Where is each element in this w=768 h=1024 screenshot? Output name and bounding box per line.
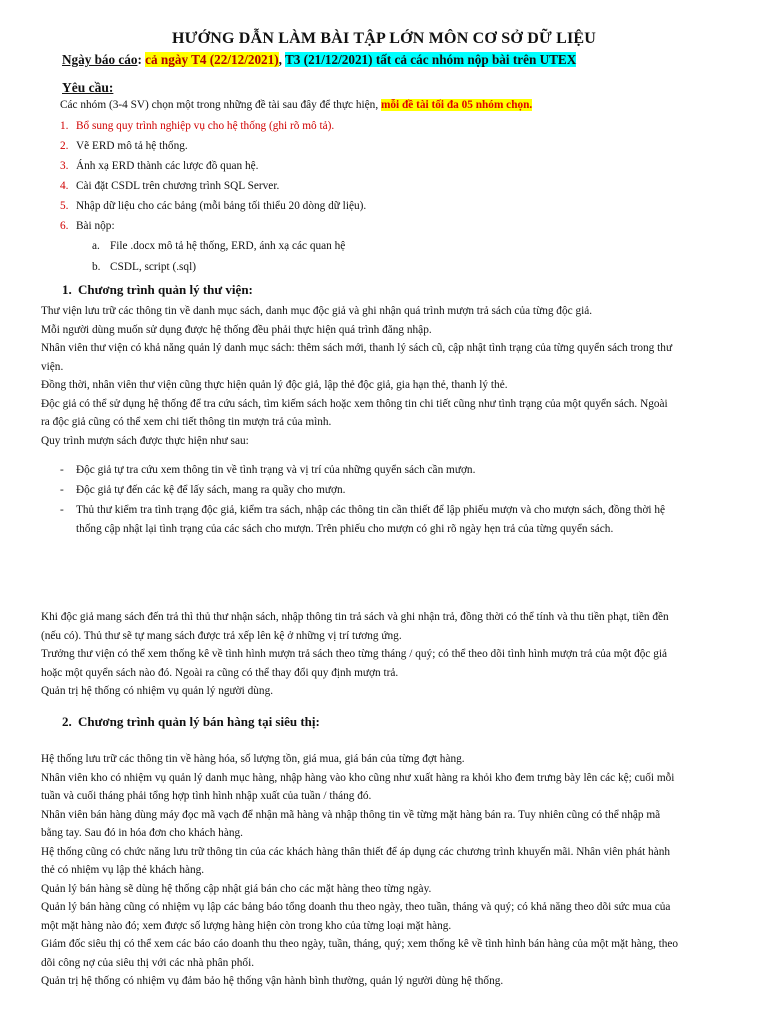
requirement-item-2	[60, 140, 188, 152]
paragraph-line: Giám đốc siêu thị có thể xem các báo cáo doanh thu theo ngày, tuần, tháng, quý; xem thống kê về tình hình bán hàng của một mặt hàng, theo	[41, 938, 679, 950]
section-1-paragraphs-2	[41, 608, 669, 701]
paragraph-line: Nhân viên kho có nhiệm vụ quản lý danh mục hàng, nhập hàng vào kho cũng như xuất hàng ra khỏi kho đem trưng bày lên các kệ; cuối mỗi	[41, 771, 675, 784]
requirement-text: Ánh xạ ERD thành các lược đồ quan hệ.	[76, 160, 259, 172]
section-title: Chương trình quản lý bán hàng tại siêu thị:	[78, 714, 320, 729]
bullet-dash: -	[60, 464, 64, 476]
section-number: 1.	[62, 282, 72, 297]
bullet-dash: -	[60, 484, 64, 496]
requirement-item-4	[60, 180, 279, 192]
requirements-intro-highlight: mỗi đề tài tối đa 05 nhóm chọn.	[380, 99, 533, 111]
requirement-number: 5.	[60, 200, 69, 212]
report-date-separator: ,	[278, 52, 285, 67]
section-1-paragraphs	[41, 302, 672, 450]
bullet-text: Độc giả tự đến các kệ để lấy sách, mang ra quầy cho mượn.	[76, 484, 346, 496]
paragraph-line: Hệ thống cũng có chức năng lưu trữ thông tin của các khách hàng thân thiết để áp dụng các chương trình khuyến mãi. Nhân viên phát hành	[41, 845, 671, 858]
paragraph-line: (nếu có). Thủ thư sẽ tự mang sách được trả xếp lên kệ ở những vị trí tương ứng.	[41, 629, 402, 642]
paragraph-line: hoặc một quyển sách nào đó. Ngoài ra cũng có thể thay đổi quy định mượn trả.	[41, 666, 399, 679]
paragraph-line: Khi độc giả mang sách đến trả thì thủ thư nhận sách, nhập thông tin trả sách và ghi nhận trả, đồng thời có thể tính và thu tiền phạt, tiền đền	[41, 611, 669, 623]
paragraph-line: Quy trình mượn sách được thực hiện như sau:	[41, 434, 249, 447]
requirement-text: Cài đặt CSDL trên chương trình SQL Server.	[76, 180, 280, 192]
bullet-text: Độc giả tự tra cứu xem thông tin về tình trạng và vị trí của những quyển sách cần mượn.	[76, 464, 476, 476]
paragraph-line: một mặt hàng nào đó; xem được số lượng hàng hiện còn trong kho của từng loại mặt hàng.	[41, 919, 452, 932]
requirement-item-3	[60, 160, 258, 172]
section-2-paragraphs	[41, 750, 678, 991]
paragraph-line: Quản trị hệ thống có nhiệm vụ quản lý người dùng.	[41, 685, 274, 697]
requirement-number: 2.	[60, 140, 69, 152]
paragraph-line: viện.	[41, 360, 64, 373]
submission-item-a	[92, 240, 345, 252]
requirement-number: 3.	[60, 160, 69, 172]
paragraph-line: bằng tay. Sau đó in hóa đơn cho khách hàng.	[41, 827, 243, 839]
requirements-heading: Yêu cầu:	[62, 80, 114, 95]
report-date-line	[62, 52, 576, 68]
bullet-text: Thủ thư kiểm tra tình trạng độc giả, kiểm tra sách, nhập các thông tin cần thiết để lập phiếu mượn và cho mượn sách, đồng thời hệ	[76, 504, 666, 516]
requirement-number: 4.	[60, 180, 69, 192]
report-date-colon: :	[137, 52, 146, 67]
paragraph-line: Quản trị hệ thống có nhiệm vụ đảm bảo hệ thống vận hành bình thường, quản lý người dùng hệ thống.	[41, 975, 504, 987]
paragraph-line: dõi công nợ của siêu thị với các nhà phân phối.	[41, 956, 255, 969]
requirement-number: 6.	[60, 220, 69, 232]
report-date-part1: cả ngày T4 (22/12/2021)	[145, 52, 279, 67]
report-date-part2: T3 (21/12/2021) tất cả các nhóm nộp bài trên UTEX	[285, 52, 577, 67]
paragraph-line: Quản lý bán hàng cũng có nhiệm vụ lập các bảng báo tổng doanh thu theo ngày, theo tuần, tháng và quý; có khả năng theo dõi sức mua của	[41, 901, 671, 913]
bullet-dash: -	[60, 504, 64, 516]
requirement-text: Bổ sung quy trình nghiệp vụ cho hệ thống (ghi rõ mô tả).	[76, 120, 335, 132]
requirement-text: Nhập dữ liệu cho các bảng (mỗi bảng tối thiểu 20 dòng dữ liệu).	[76, 200, 367, 212]
section-title: Chương trình quản lý thư viện:	[78, 282, 253, 297]
paragraph-line: Nhân viên bán hàng dùng máy đọc mã vạch để nhận mã hàng và nhập thông tin về từng mặt hàng bán ra. Tuy nhiên cũng có thể nhập mã	[41, 808, 661, 821]
requirements-intro-text: Các nhóm (3-4 SV) chọn một trong những đề tài sau đây để thực hiện,	[60, 99, 381, 111]
section-1-heading	[62, 282, 253, 298]
requirement-text: Vẽ ERD mô tả hệ thống.	[76, 140, 188, 152]
paragraph-line: Độc giả có thể sử dụng hệ thống để tra cứu sách, tìm kiếm sách hoặc xem thông tin chi tiết cũng như tình trạng của một quyển sách. Ngoài	[41, 397, 668, 410]
borrow-step-3	[60, 501, 665, 538]
requirement-item-1	[60, 120, 334, 132]
paragraph-line: Thư viện lưu trữ các thông tin về danh mục sách, danh mục độc giả và ghi nhận quá trình mượn trả sách của từng độc giả.	[41, 305, 593, 317]
submission-letter: b.	[92, 261, 101, 273]
paragraph-line: Mỗi người dùng muốn sử dụng được hệ thống đều phải thực hiện quá trình đăng nhập.	[41, 323, 432, 336]
paragraph-line: Quản lý bán hàng sẽ dùng hệ thống cập nhật giá bán cho các mặt hàng theo từng ngày.	[41, 882, 432, 895]
paragraph-line: Nhân viên thư viện có khả năng quản lý danh mục sách: thêm sách mới, thanh lý sách cũ, cập nhật tình trạng của từng quyển sách trong thư	[41, 342, 673, 354]
paragraph-line: Đồng thời, nhân viên thư viện cũng thực hiện quản lý độc giả, lập thẻ độc giả, gia hạn thẻ, thanh lý thẻ.	[41, 379, 508, 391]
borrow-step-1	[60, 461, 475, 480]
requirement-text: Bài nộp:	[76, 220, 115, 232]
section-number: 2.	[62, 714, 72, 729]
report-date-label: Ngày báo cáo	[62, 52, 138, 67]
paragraph-line: thẻ có nhiệm vụ lập thẻ khách hàng.	[41, 864, 205, 876]
submission-text: File .docx mô tả hệ thống, ERD, ánh xạ các quan hệ	[110, 240, 346, 252]
borrow-step-2	[60, 481, 345, 500]
section-2-heading	[62, 714, 320, 730]
requirement-number: 1.	[60, 120, 69, 132]
requirement-item-6	[60, 220, 115, 232]
paragraph-line: Trưởng thư viện có thể xem thống kê về tình hình mượn trả sách theo từng tháng / quý; có thể theo dõi tình hình mượn trả của một độc giả	[41, 648, 668, 660]
paragraph-line: Hệ thống lưu trữ các thông tin về hàng hóa, số lượng tồn, giá mua, giá bán của từng đợt hàng.	[41, 753, 465, 765]
requirements-intro	[60, 98, 532, 112]
paragraph-line: ra độc giả cũng có thể xem chi tiết thông tin mượn trả của mình.	[41, 416, 332, 428]
submission-item-b	[92, 261, 196, 273]
submission-letter: a.	[92, 240, 100, 252]
requirement-item-5	[60, 200, 366, 212]
submission-text: CSDL, script (.sql)	[110, 261, 196, 273]
document-title: HƯỚNG DẪN LÀM BÀI TẬP LỚN MÔN CƠ SỞ DỮ LIỆU	[171, 30, 597, 47]
paragraph-line: tuần và cuối tháng phải tổng hợp tình hình nhập xuất của tuần / tháng đó.	[41, 790, 372, 802]
bullet-text: thống cập nhật lại tình trạng của các sách cho mượn. Trên phiếu cho mượn có ghi rõ ngày hẹn trả của từng quyển sách.	[76, 522, 614, 535]
